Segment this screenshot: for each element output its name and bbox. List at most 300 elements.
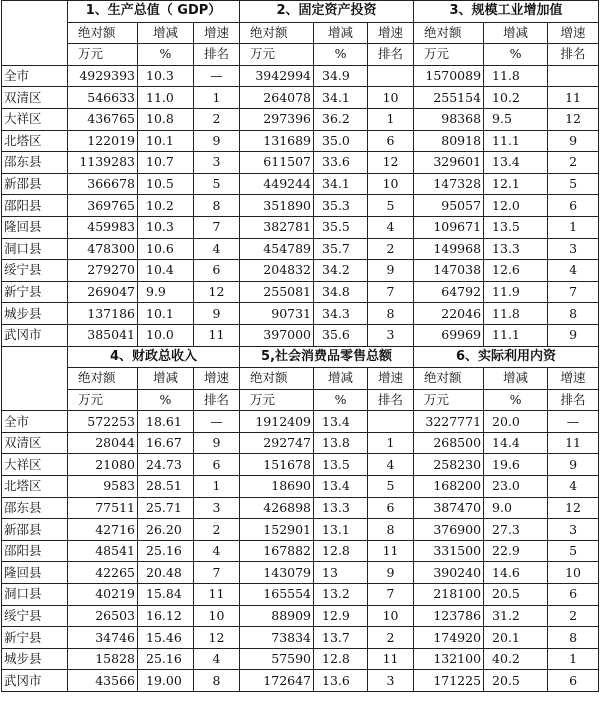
region-name: 新宁县 [2, 281, 68, 303]
growth-rate-cell: 11.8 [484, 303, 548, 325]
growth-rate-cell: 13.4 [314, 476, 368, 498]
absolute-value-cell: 149968 [414, 238, 484, 260]
absolute-value-cell: 168200 [414, 476, 484, 498]
region-name: 北塔区 [2, 476, 68, 498]
growth-rate-cell: 12.9 [314, 605, 368, 627]
region-name: 全市 [2, 411, 68, 433]
region-name: 洞口县 [2, 584, 68, 606]
growth-rate-cell: 25.71 [138, 497, 194, 519]
growth-rate-cell: 12.1 [484, 173, 548, 195]
table-row [2, 497, 599, 519]
rank-cell: 1 [548, 216, 599, 238]
growth-rate-cell: 20.5 [484, 584, 548, 606]
rank-cell: 10 [194, 605, 240, 627]
absolute-value-cell: 123786 [414, 605, 484, 627]
column-header: 增速 [548, 22, 599, 44]
absolute-value-cell: 329601 [414, 152, 484, 174]
region-name: 隆回县 [2, 562, 68, 584]
column-header: % [138, 389, 194, 411]
column-header: 万元 [68, 44, 138, 66]
region-name: 双清区 [2, 432, 68, 454]
region-name: 绥宁县 [2, 605, 68, 627]
absolute-value-cell: 292747 [240, 432, 314, 454]
growth-rate-cell: 20.48 [138, 562, 194, 584]
column-header: 增减 [138, 22, 194, 44]
growth-rate-cell: 13.2 [314, 584, 368, 606]
top-table-body [2, 1, 599, 347]
growth-rate-cell: 10.1 [138, 130, 194, 152]
growth-rate-cell: 10.8 [138, 108, 194, 130]
table-row [2, 130, 599, 152]
absolute-value-cell: 21080 [68, 454, 138, 476]
column-header: % [314, 389, 368, 411]
absolute-value-cell: 48541 [68, 540, 138, 562]
growth-rate-cell: 13.7 [314, 627, 368, 649]
rank-cell: 6 [548, 670, 599, 692]
rank-cell: 2 [368, 238, 414, 260]
absolute-value-cell: 171225 [414, 670, 484, 692]
absolute-value-cell: 122019 [68, 130, 138, 152]
growth-rate-cell: 19.6 [484, 454, 548, 476]
rank-cell: 8 [194, 670, 240, 692]
rank-cell: — [194, 65, 240, 87]
rank-cell: 3 [194, 497, 240, 519]
absolute-value-cell: 98368 [414, 108, 484, 130]
absolute-value-cell: 4929393 [68, 65, 138, 87]
absolute-value-cell: 454789 [240, 238, 314, 260]
column-header: 增减 [314, 22, 368, 44]
column-header: % [484, 44, 548, 66]
column-header: 绝对额 [68, 22, 138, 44]
absolute-value-cell: 40219 [68, 584, 138, 606]
absolute-value-cell: 26503 [68, 605, 138, 627]
growth-rate-cell: 19.00 [138, 670, 194, 692]
column-header: 增速 [194, 368, 240, 390]
region-name: 新宁县 [2, 627, 68, 649]
growth-rate-cell: 14.6 [484, 562, 548, 584]
column-header: 万元 [414, 389, 484, 411]
growth-rate-cell: 36.2 [314, 108, 368, 130]
statistics-table [1, 0, 599, 692]
table-row [2, 195, 599, 217]
absolute-value-cell: 167882 [240, 540, 314, 562]
bottom-table-body [2, 346, 599, 692]
growth-rate-cell: 34.1 [314, 173, 368, 195]
region-name: 邵东县 [2, 152, 68, 174]
absolute-value-cell: 42716 [68, 519, 138, 541]
absolute-value-cell: 42265 [68, 562, 138, 584]
absolute-value-cell: 449244 [240, 173, 314, 195]
table-row [2, 432, 599, 454]
rank-cell: — [194, 411, 240, 433]
rank-cell: 10 [368, 87, 414, 109]
table-row [2, 281, 599, 303]
growth-rate-cell: 11.1 [484, 130, 548, 152]
rank-cell [368, 411, 414, 433]
rank-cell: 9 [548, 454, 599, 476]
region-name: 绥宁县 [2, 260, 68, 282]
rank-cell: 2 [194, 519, 240, 541]
rank-cell: 5 [194, 173, 240, 195]
absolute-value-cell: 165554 [240, 584, 314, 606]
rank-cell: 12 [548, 108, 599, 130]
growth-rate-cell: 10.0 [138, 324, 194, 346]
absolute-value-cell: 436765 [68, 108, 138, 130]
rank-cell: — [548, 411, 599, 433]
growth-rate-cell: 20.1 [484, 627, 548, 649]
rank-cell: 12 [548, 497, 599, 519]
rank-cell: 6 [548, 195, 599, 217]
rank-cell: 12 [194, 281, 240, 303]
column-header: 排名 [368, 389, 414, 411]
growth-rate-cell: 35.3 [314, 195, 368, 217]
growth-rate-cell: 15.84 [138, 584, 194, 606]
growth-rate-cell: 26.20 [138, 519, 194, 541]
column-header: 排名 [548, 389, 599, 411]
growth-rate-cell: 12.8 [314, 540, 368, 562]
region-name: 邵阳县 [2, 195, 68, 217]
growth-rate-cell: 10.3 [138, 216, 194, 238]
section-title: 6、实际利用内资 [414, 346, 599, 368]
column-header: 增速 [548, 368, 599, 390]
rank-cell: 3 [548, 238, 599, 260]
absolute-value-cell: 137186 [68, 303, 138, 325]
growth-rate-cell: 10.5 [138, 173, 194, 195]
region-name: 洞口县 [2, 238, 68, 260]
table-row [2, 65, 599, 87]
absolute-value-cell: 69969 [414, 324, 484, 346]
growth-rate-cell: 13.5 [484, 216, 548, 238]
rank-cell: 6 [194, 260, 240, 282]
absolute-value-cell: 369765 [68, 195, 138, 217]
rank-cell: 4 [194, 648, 240, 670]
growth-rate-cell: 13.8 [314, 432, 368, 454]
growth-rate-cell: 34.2 [314, 260, 368, 282]
region-name: 武冈市 [2, 324, 68, 346]
rank-cell: 4 [194, 540, 240, 562]
absolute-value-cell: 73834 [240, 627, 314, 649]
column-header: 绝对额 [68, 368, 138, 390]
growth-rate-cell: 11.8 [484, 65, 548, 87]
growth-rate-cell: 40.2 [484, 648, 548, 670]
absolute-value-cell: 611507 [240, 152, 314, 174]
absolute-value-cell: 88909 [240, 605, 314, 627]
absolute-value-cell: 64792 [414, 281, 484, 303]
rank-cell: 9 [548, 130, 599, 152]
rank-cell: 9 [368, 260, 414, 282]
absolute-value-cell: 3942994 [240, 65, 314, 87]
growth-rate-cell: 12.6 [484, 260, 548, 282]
absolute-value-cell: 397000 [240, 324, 314, 346]
absolute-value-cell: 151678 [240, 454, 314, 476]
growth-rate-cell: 13 [314, 562, 368, 584]
rank-cell: 6 [194, 454, 240, 476]
rank-cell: 11 [194, 584, 240, 606]
growth-rate-cell: 27.3 [484, 519, 548, 541]
rank-cell: 1 [368, 108, 414, 130]
section-title: 3、规模工业增加值 [414, 1, 599, 23]
rank-cell: 12 [368, 152, 414, 174]
rank-cell: 9 [194, 303, 240, 325]
table-row [2, 584, 599, 606]
rank-cell: 10 [368, 605, 414, 627]
growth-rate-cell: 12.0 [484, 195, 548, 217]
rank-cell: 12 [194, 627, 240, 649]
rank-cell: 2 [194, 108, 240, 130]
absolute-value-cell: 28044 [68, 432, 138, 454]
growth-rate-cell: 10.3 [138, 65, 194, 87]
absolute-value-cell: 297396 [240, 108, 314, 130]
column-header: 排名 [368, 44, 414, 66]
absolute-value-cell: 572253 [68, 411, 138, 433]
absolute-value-cell: 1570089 [414, 65, 484, 87]
table-row [2, 605, 599, 627]
rank-cell: 9 [194, 130, 240, 152]
table-row [2, 519, 599, 541]
absolute-value-cell: 131689 [240, 130, 314, 152]
region-name: 新邵县 [2, 519, 68, 541]
growth-rate-cell: 18.61 [138, 411, 194, 433]
growth-rate-cell: 11.9 [484, 281, 548, 303]
growth-rate-cell: 10.2 [138, 195, 194, 217]
bottom-subheader-row [2, 389, 599, 411]
absolute-value-cell: 258230 [414, 454, 484, 476]
top-subheader-row [2, 44, 599, 66]
absolute-value-cell: 43566 [68, 670, 138, 692]
rank-cell: 4 [548, 476, 599, 498]
growth-rate-cell: 9.9 [138, 281, 194, 303]
rank-cell: 3 [368, 670, 414, 692]
absolute-value-cell: 3227771 [414, 411, 484, 433]
absolute-value-cell: 255081 [240, 281, 314, 303]
rank-cell: 1 [194, 87, 240, 109]
rank-cell: 1 [368, 432, 414, 454]
rank-cell: 3 [368, 324, 414, 346]
growth-rate-cell: 9.5 [484, 108, 548, 130]
growth-rate-cell: 20.0 [484, 411, 548, 433]
growth-rate-cell: 10.2 [484, 87, 548, 109]
rank-cell: 1 [194, 476, 240, 498]
bottom-section-header-row [2, 346, 599, 368]
column-header: 绝对额 [240, 368, 314, 390]
growth-rate-cell: 13.4 [314, 411, 368, 433]
rank-cell: 9 [548, 324, 599, 346]
column-header: 增减 [484, 22, 548, 44]
absolute-value-cell: 426898 [240, 497, 314, 519]
rank-cell: 4 [548, 260, 599, 282]
table-row [2, 173, 599, 195]
growth-rate-cell: 10.6 [138, 238, 194, 260]
rank-cell: 10 [368, 173, 414, 195]
rank-cell: 7 [194, 216, 240, 238]
table-row [2, 260, 599, 282]
absolute-value-cell: 152901 [240, 519, 314, 541]
table-row [2, 324, 599, 346]
table-row [2, 87, 599, 109]
rank-cell: 5 [368, 195, 414, 217]
rank-cell: 2 [548, 605, 599, 627]
absolute-value-cell: 382781 [240, 216, 314, 238]
absolute-value-cell: 147328 [414, 173, 484, 195]
rank-cell [368, 65, 414, 87]
growth-rate-cell: 35.5 [314, 216, 368, 238]
table-row [2, 627, 599, 649]
table-row [2, 238, 599, 260]
column-header: % [484, 389, 548, 411]
absolute-value-cell: 9583 [68, 476, 138, 498]
growth-rate-cell: 13.4 [484, 152, 548, 174]
absolute-value-cell: 57590 [240, 648, 314, 670]
section-title: 4、财政总收入 [68, 346, 240, 368]
region-name: 双清区 [2, 87, 68, 109]
absolute-value-cell: 15828 [68, 648, 138, 670]
absolute-value-cell: 376900 [414, 519, 484, 541]
top-section-header-row [2, 1, 599, 23]
column-header: 增速 [368, 22, 414, 44]
column-header: 万元 [68, 389, 138, 411]
table-row [2, 152, 599, 174]
absolute-value-cell: 172647 [240, 670, 314, 692]
column-header: % [314, 44, 368, 66]
absolute-value-cell: 459983 [68, 216, 138, 238]
rank-cell: 7 [548, 281, 599, 303]
section-title: 5,社会消费品零售总额 [240, 346, 414, 368]
absolute-value-cell: 147038 [414, 260, 484, 282]
region-name: 大祥区 [2, 108, 68, 130]
rank-cell: 5 [548, 540, 599, 562]
growth-rate-cell: 13.1 [314, 519, 368, 541]
column-header: 增减 [484, 368, 548, 390]
growth-rate-cell: 35.0 [314, 130, 368, 152]
growth-rate-cell: 11.0 [138, 87, 194, 109]
rank-cell: 4 [194, 238, 240, 260]
rank-cell: 5 [548, 173, 599, 195]
rank-cell: 3 [194, 152, 240, 174]
growth-rate-cell: 25.16 [138, 540, 194, 562]
absolute-value-cell: 366678 [68, 173, 138, 195]
rank-cell: 11 [368, 540, 414, 562]
rank-cell: 2 [548, 152, 599, 174]
column-header: 排名 [194, 389, 240, 411]
column-header: 万元 [240, 389, 314, 411]
region-name: 城步县 [2, 648, 68, 670]
region-name: 隆回县 [2, 216, 68, 238]
growth-rate-cell: 35.7 [314, 238, 368, 260]
absolute-value-cell: 1912409 [240, 411, 314, 433]
rank-cell: 11 [548, 432, 599, 454]
absolute-value-cell: 34746 [68, 627, 138, 649]
section-title: 2、固定资产投资 [240, 1, 414, 23]
absolute-value-cell: 478300 [68, 238, 138, 260]
column-header: 绝对额 [414, 368, 484, 390]
column-header: 增速 [194, 22, 240, 44]
corner-cell [2, 346, 68, 411]
corner-cell [2, 1, 68, 66]
growth-rate-cell: 23.0 [484, 476, 548, 498]
absolute-value-cell: 390240 [414, 562, 484, 584]
rank-cell: 7 [368, 281, 414, 303]
growth-rate-cell: 24.73 [138, 454, 194, 476]
absolute-value-cell: 279270 [68, 260, 138, 282]
growth-rate-cell: 10.4 [138, 260, 194, 282]
region-name: 邵东县 [2, 497, 68, 519]
rank-cell: 1 [548, 648, 599, 670]
growth-rate-cell: 13.3 [314, 497, 368, 519]
rank-cell: 10 [548, 562, 599, 584]
rank-cell [548, 65, 599, 87]
rank-cell: 4 [368, 454, 414, 476]
growth-rate-cell: 31.2 [484, 605, 548, 627]
column-header: 排名 [194, 44, 240, 66]
growth-rate-cell: 13.3 [484, 238, 548, 260]
growth-rate-cell: 13.5 [314, 454, 368, 476]
table-row [2, 540, 599, 562]
rank-cell: 9 [368, 562, 414, 584]
region-name: 新邵县 [2, 173, 68, 195]
table-row [2, 670, 599, 692]
growth-rate-cell: 25.16 [138, 648, 194, 670]
rank-cell: 8 [548, 627, 599, 649]
absolute-value-cell: 109671 [414, 216, 484, 238]
rank-cell: 11 [548, 87, 599, 109]
table-row [2, 562, 599, 584]
absolute-value-cell: 174920 [414, 627, 484, 649]
region-name: 北塔区 [2, 130, 68, 152]
absolute-value-cell: 80918 [414, 130, 484, 152]
growth-rate-cell: 34.1 [314, 87, 368, 109]
absolute-value-cell: 351890 [240, 195, 314, 217]
column-header: 万元 [414, 44, 484, 66]
absolute-value-cell: 218100 [414, 584, 484, 606]
absolute-value-cell: 255154 [414, 87, 484, 109]
growth-rate-cell: 14.4 [484, 432, 548, 454]
absolute-value-cell: 546633 [68, 87, 138, 109]
growth-rate-cell: 34.3 [314, 303, 368, 325]
column-header: 排名 [548, 44, 599, 66]
growth-rate-cell: 12.8 [314, 648, 368, 670]
absolute-value-cell: 269047 [68, 281, 138, 303]
table-row [2, 216, 599, 238]
growth-rate-cell: 15.46 [138, 627, 194, 649]
table-row [2, 476, 599, 498]
region-name: 武冈市 [2, 670, 68, 692]
absolute-value-cell: 204832 [240, 260, 314, 282]
growth-rate-cell: 34.9 [314, 65, 368, 87]
absolute-value-cell: 77511 [68, 497, 138, 519]
absolute-value-cell: 22046 [414, 303, 484, 325]
rank-cell: 3 [548, 519, 599, 541]
table-row [2, 411, 599, 433]
table-row [2, 454, 599, 476]
rank-cell: 8 [194, 195, 240, 217]
rank-cell: 8 [368, 303, 414, 325]
rank-cell: 6 [548, 584, 599, 606]
bottom-subheader-row [2, 368, 599, 390]
column-header: 增减 [138, 368, 194, 390]
absolute-value-cell: 90731 [240, 303, 314, 325]
growth-rate-cell: 28.51 [138, 476, 194, 498]
region-name: 大祥区 [2, 454, 68, 476]
rank-cell: 2 [368, 627, 414, 649]
absolute-value-cell: 385041 [68, 324, 138, 346]
rank-cell: 7 [368, 584, 414, 606]
column-header: % [138, 44, 194, 66]
absolute-value-cell: 18690 [240, 476, 314, 498]
absolute-value-cell: 387470 [414, 497, 484, 519]
growth-rate-cell: 10.7 [138, 152, 194, 174]
rank-cell: 8 [368, 519, 414, 541]
absolute-value-cell: 132100 [414, 648, 484, 670]
